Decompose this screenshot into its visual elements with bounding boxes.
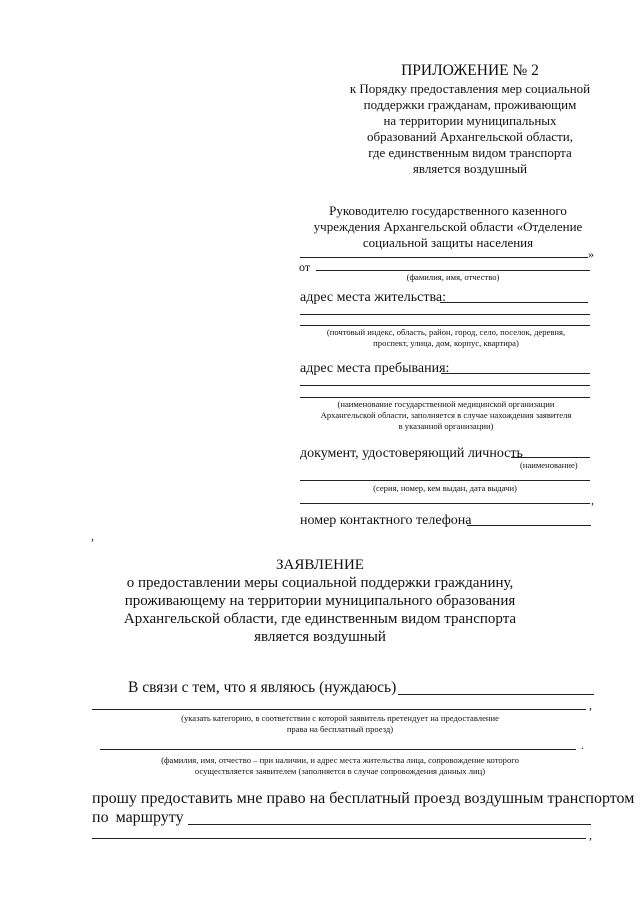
- addressee-fill-line[interactable]: [300, 257, 588, 258]
- route-fill-line-2[interactable]: [92, 838, 586, 839]
- stay-hint-line: Архангельской области, заполняется в случае нахождения заявителя: [320, 410, 572, 420]
- appendix-text: [320, 81, 620, 177]
- residence-fill-line[interactable]: [440, 302, 588, 303]
- escort-hint-line: осуществляется заявителем (заполняется в случае сопровождения данных лиц): [194, 766, 486, 776]
- phone-fill-line[interactable]: [467, 525, 591, 526]
- route-fill-line[interactable]: [188, 824, 591, 825]
- stay-fill-line-2[interactable]: [300, 385, 590, 386]
- stray-mark: ,: [91, 529, 94, 543]
- from-hint: (фамилия, имя, отчество): [406, 272, 500, 282]
- category-hint-line: (указать категорию, в соответствии с которой заявитель претендует на предоставление: [181, 713, 499, 723]
- category-fill-line-2[interactable]: [92, 709, 586, 710]
- residence-hint-line: проспект, улица, дом, корпус, квартира): [373, 338, 519, 348]
- category-comma: ,: [589, 698, 592, 712]
- category-fill-line[interactable]: [398, 694, 594, 695]
- route-comma: ,: [589, 828, 592, 842]
- appendix-line: поддержки гражданам, проживающим: [363, 97, 577, 112]
- residence-hint-line: (почтовый индекс, область, район, город, село, поселок, деревня,: [326, 327, 566, 337]
- residence-hint: [298, 327, 594, 349]
- stay-hint-line: (наименование государственной медицинской организации: [337, 399, 555, 409]
- statement-line: Архангельской области, где единственным видом транспорта: [123, 611, 517, 627]
- stay-hint: [298, 399, 594, 432]
- addressee-block: [298, 203, 598, 251]
- id-doc-label: документ, удостоверяющий личность: [300, 446, 523, 461]
- id-doc-fill-line-3[interactable]: [300, 503, 590, 504]
- appendix-line: образований Архангельской области,: [367, 129, 573, 144]
- statement-line: проживающему на территории муниципального образования: [124, 593, 516, 609]
- appendix-line: на территории муниципальных: [383, 113, 557, 128]
- escort-hint-line: (фамилия, имя, отчество – при наличии, и адрес места жительства лица, сопровождение которого: [161, 755, 519, 765]
- from-label: от: [299, 260, 311, 274]
- statement-title: ЗАЯВЛЕНИЕ: [276, 557, 364, 573]
- appendix-line: к Порядку предоставления мер социальной: [349, 81, 591, 96]
- residence-fill-line-3[interactable]: [300, 325, 590, 326]
- addressee-line: социальной защиты населения: [362, 235, 534, 250]
- phone-label: номер контактного телефона: [300, 513, 472, 528]
- appendix-line: где единственным видом транспорта: [368, 145, 572, 160]
- statement-line: о предоставлении меры социальной поддержки гражданину,: [126, 575, 514, 591]
- route-label: по маршруту: [92, 809, 184, 826]
- statement-line: является воздушный: [254, 629, 386, 645]
- category-hint: [80, 713, 600, 735]
- residence-label: адрес места жительства:: [300, 290, 446, 305]
- addressee-line: учреждения Архангельской области «Отделение: [313, 219, 583, 234]
- stay-hint-line: в указанной организации): [398, 421, 494, 431]
- stay-label: адрес места пребывания:: [300, 361, 450, 376]
- escort-period: .: [581, 738, 584, 752]
- category-hint-line: права на бесплатный проезд): [286, 724, 394, 734]
- from-fill-line[interactable]: [316, 270, 590, 271]
- closing-quote: »: [588, 247, 594, 261]
- statement-subtitle: [100, 574, 540, 646]
- intro-text: В связи с тем, что я являюсь (нуждаюсь): [128, 679, 397, 696]
- stay-fill-line-3[interactable]: [300, 397, 590, 398]
- addressee-line: Руководителю государственного казенного: [329, 203, 567, 218]
- request-text: прошу предоставить мне право на бесплатный проезд воздушным транспортом: [92, 790, 635, 807]
- escort-hint: [80, 755, 600, 777]
- id-doc-hint-series: (серия, номер, кем выдан, дата выдачи): [373, 483, 517, 493]
- id-doc-fill-line[interactable]: [511, 457, 590, 458]
- appendix-line: является воздушный: [412, 161, 528, 176]
- escort-fill-line[interactable]: [100, 749, 576, 750]
- id-doc-hint-name: (наименование): [520, 460, 578, 470]
- id-doc-fill-line-2[interactable]: [300, 480, 590, 481]
- residence-fill-line-2[interactable]: [300, 314, 590, 315]
- appendix-title: ПРИЛОЖЕНИЕ № 2: [401, 62, 539, 79]
- stay-fill-line[interactable]: [441, 373, 590, 374]
- id-doc-comma: ,: [591, 493, 594, 507]
